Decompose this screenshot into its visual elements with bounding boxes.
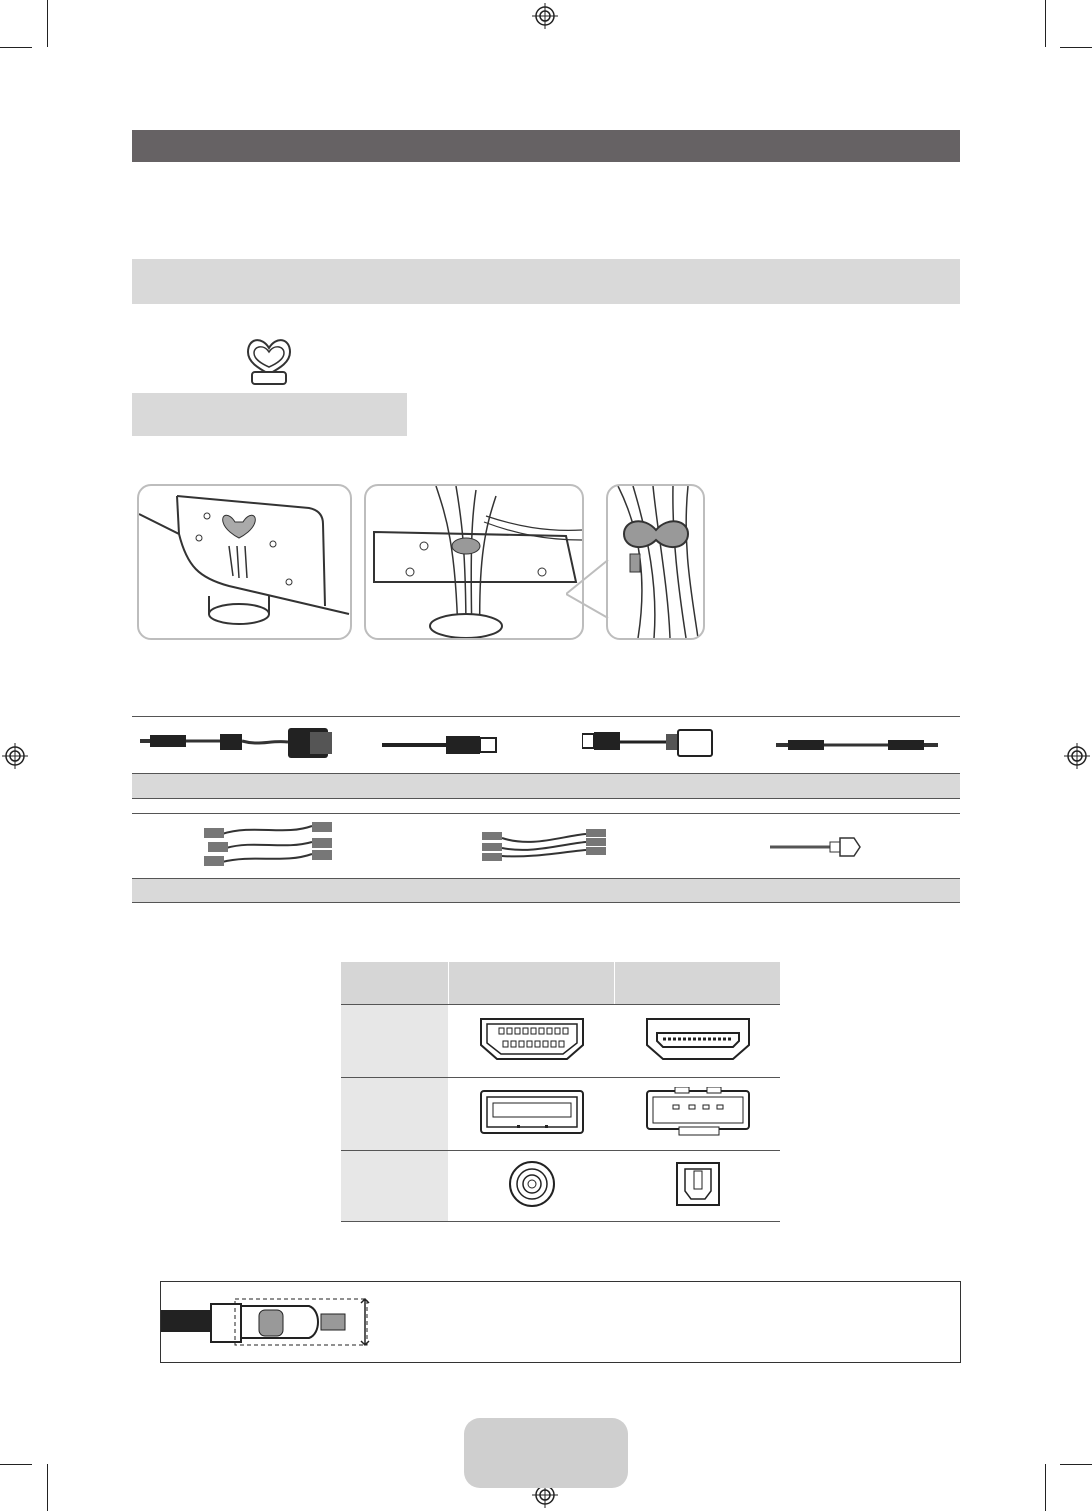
crop-mark	[1060, 47, 1092, 48]
optical-port-icon	[508, 1160, 556, 1208]
table-cell	[615, 1005, 781, 1078]
crop-mark	[0, 1464, 32, 1465]
crop-mark	[47, 1464, 48, 1511]
crop-mark	[47, 0, 48, 47]
coaxial-cable-icon	[770, 836, 862, 858]
table-header-cell	[449, 962, 615, 1005]
hdmi-plug-icon	[645, 1017, 751, 1061]
holder-wire-icon	[244, 334, 294, 386]
table-cell	[615, 1078, 781, 1151]
crop-mark	[1045, 1464, 1046, 1511]
pc-audio-dsub-cable-icon	[140, 722, 335, 764]
hdmi-port-icon	[479, 1017, 585, 1061]
cable-plug-size-icon	[161, 1294, 381, 1350]
component-cable-icon	[204, 820, 334, 868]
section-heading-bar	[132, 130, 960, 162]
table-row	[341, 1151, 780, 1222]
audio-mini-jack-cable-icon	[776, 736, 940, 754]
table-cell	[449, 1005, 615, 1078]
cables-row2-rule	[132, 813, 960, 814]
table-cell	[449, 1078, 615, 1151]
subsection-heading-bar	[132, 259, 960, 304]
hdmi-cable-icon	[382, 732, 500, 758]
cables-label-strip	[132, 773, 960, 799]
hdmi-dvi-cable-icon	[582, 726, 718, 760]
table-row	[341, 1078, 780, 1151]
av-cable-icon	[482, 826, 608, 862]
page-number-tab	[464, 1418, 628, 1488]
connector-table-header	[341, 962, 780, 1005]
usb-port-icon	[479, 1089, 585, 1135]
cables-top-rule	[132, 716, 960, 717]
table-cell	[449, 1151, 615, 1222]
holder-detail-illustration	[606, 484, 705, 640]
connector-table	[341, 962, 780, 1222]
table-header-cell	[615, 962, 781, 1005]
crop-mark	[1045, 0, 1046, 47]
optical-plug-icon	[675, 1161, 721, 1207]
stand-holder-illustration	[137, 484, 352, 640]
cable-bundle-illustration	[364, 484, 584, 640]
row-header-cell	[341, 1151, 449, 1222]
row-header-cell	[341, 1078, 449, 1151]
crop-mark	[0, 47, 32, 48]
cables-label-strip	[132, 878, 960, 903]
crop-mark	[1060, 1464, 1092, 1465]
registration-mark-icon	[532, 3, 558, 29]
registration-mark-icon	[1064, 743, 1090, 769]
row-header-cell	[341, 1005, 449, 1078]
table-header-cell	[341, 962, 449, 1005]
cable-size-note-box	[160, 1281, 961, 1363]
table-row	[341, 1005, 780, 1078]
registration-mark-icon	[2, 743, 28, 769]
callout-line	[566, 560, 610, 620]
sub-subsection-heading-bar	[132, 393, 407, 436]
usb-plug-icon	[645, 1087, 751, 1137]
table-cell	[615, 1151, 781, 1222]
